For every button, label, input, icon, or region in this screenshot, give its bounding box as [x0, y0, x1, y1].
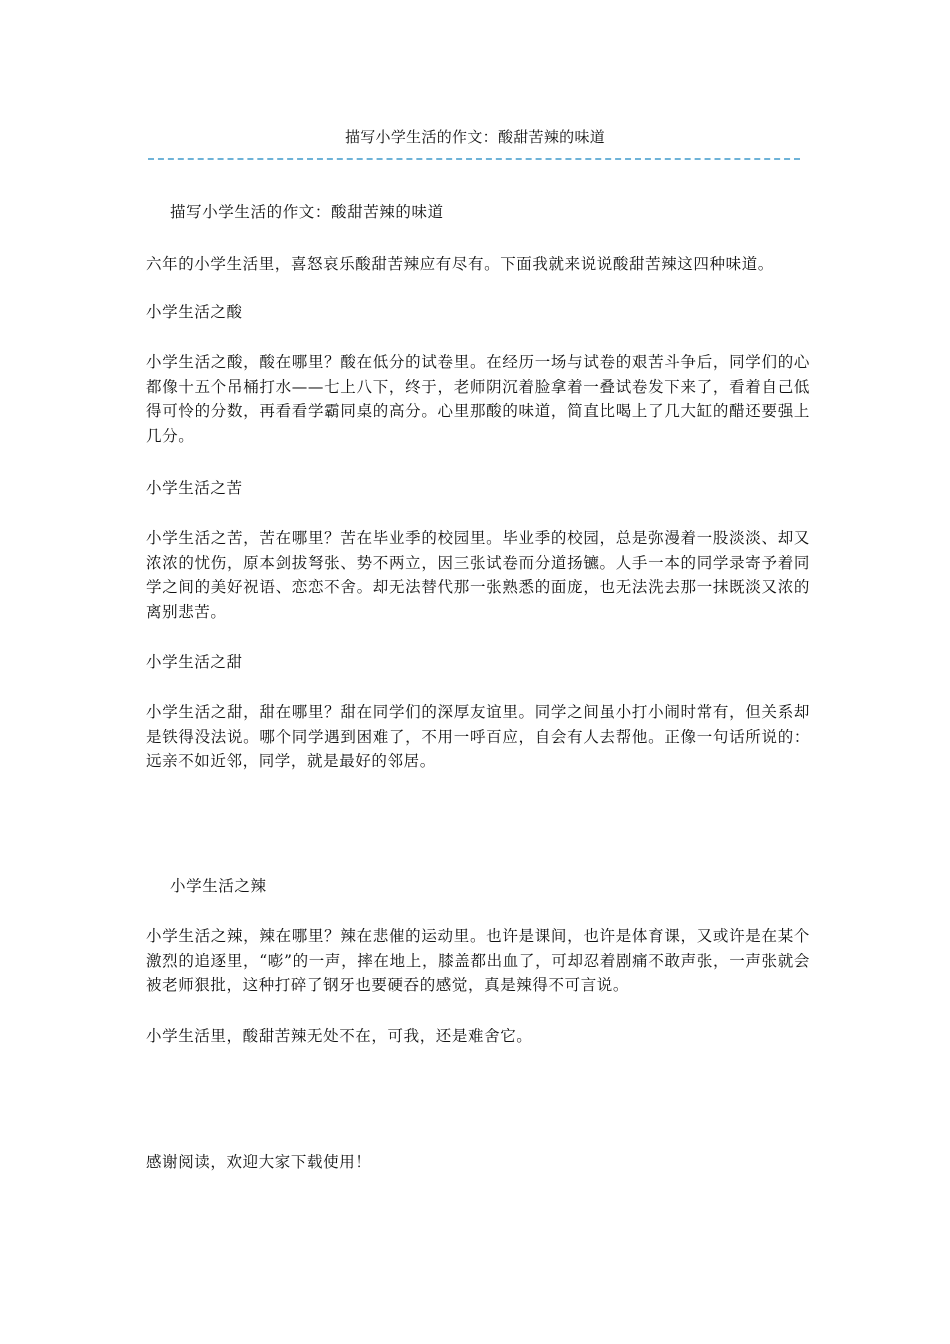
spicy-heading: 小学生活之辣: [170, 877, 267, 895]
title-divider: [148, 158, 800, 160]
sour-heading: 小学生活之酸: [146, 303, 243, 321]
spicy-paragraph: 小学生活之辣，辣在哪里？辣在悲催的运动里。也许是课间，也许是体育课，又或许是在某个激烈的追逐里，“嘭”的一声，摔在地上，膝盖都出血了，可却忍着剧痛不敢声张，一声张就会被老师狠批，这种打碎了钢牙也要硬吞的感觉，真是辣得不可言说。: [146, 927, 810, 994]
sweet-paragraph: 小学生活之甜，甜在哪里？甜在同学们的深厚友谊里。同学之间虽小打小闹时常有，但关系却是铁得没法说。哪个同学遇到困难了，不用一呼百应，自会有人去帮他。正像一句话所说的：远亲不如近邻，同学，就是最好的邻居。: [146, 703, 810, 770]
bitter-paragraph: 小学生活之苦，苦在哪里？苦在毕业季的校园里。毕业季的校园，总是弥漫着一股淡淡、却又浓浓的忧伤，原本剑拔弩张、势不两立，因三张试卷而分道扬镳。人手一本的同学录寄予着同学之间的美好祝语、恋恋不舍。却无法替代那一张熟悉的面庞，也无法洗去那一抹既淡又浓的离别悲苦。: [146, 529, 810, 621]
sweet-heading: 小学生活之甜: [146, 653, 243, 671]
intro-paragraph: 六年的小学生活里，喜怒哀乐酸甜苦辣应有尽有。下面我就来说说酸甜苦辣这四种味道。: [146, 255, 774, 273]
closing-note: 感谢阅读，欢迎大家下载使用！: [146, 1153, 372, 1171]
conclusion-paragraph: 小学生活里，酸甜苦辣无处不在，可我，还是难舍它。: [146, 1027, 533, 1045]
bitter-heading: 小学生活之苦: [146, 479, 243, 497]
document-title: 描写小学生活的作文：酸甜苦辣的味道: [344, 128, 606, 146]
article-subtitle: 描写小学生活的作文：酸甜苦辣的味道: [170, 203, 444, 221]
sour-paragraph: 小学生活之酸，酸在哪里？酸在低分的试卷里。在经历一场与试卷的艰苦斗争后，同学们的心都像十五个吊桶打水——七上八下，终于，老师阴沉着脸拿着一叠试卷发下来了，看着自己低得可怜的分数，再看看学霸同桌的高分。心里那酸的味道，简直比喝上了几大缸的醋还要强上几分。: [146, 353, 810, 445]
